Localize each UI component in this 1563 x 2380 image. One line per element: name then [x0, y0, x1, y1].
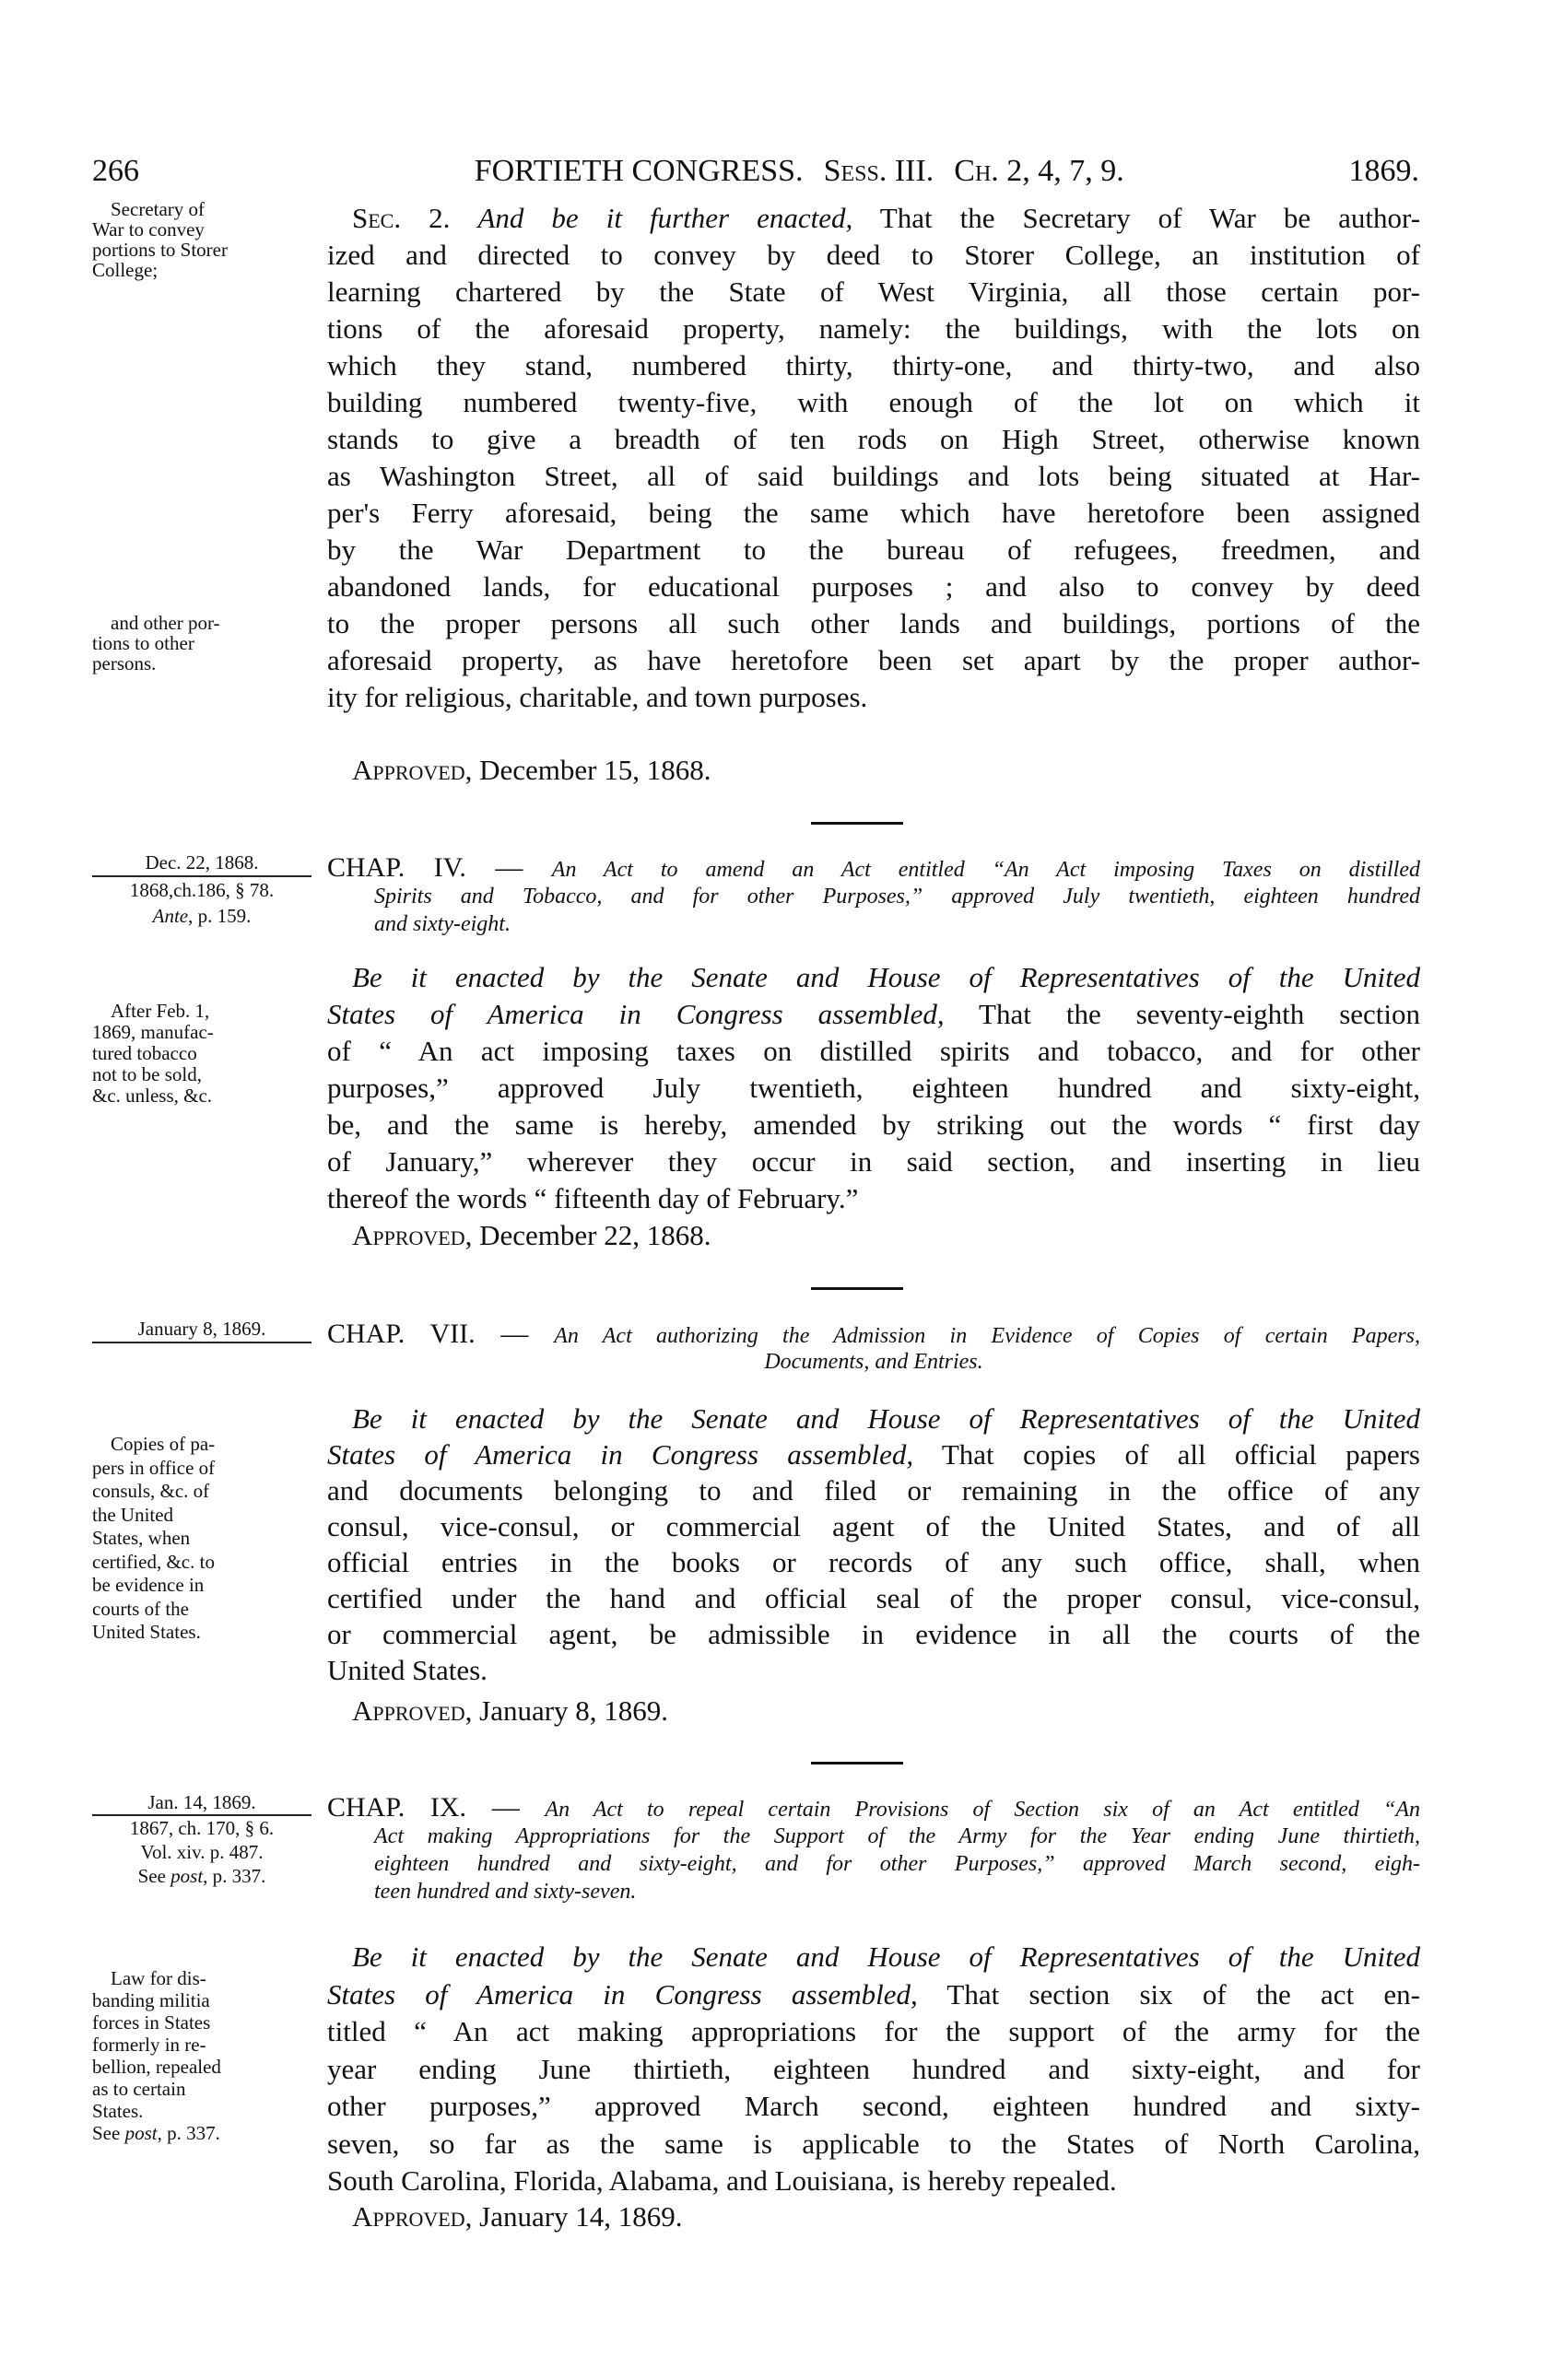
text-line: States, when: [92, 1527, 191, 1549]
text-line: [327, 1793, 1420, 1823]
text-line: [327, 1401, 1420, 1436]
margin-date: [92, 850, 311, 929]
italic-run: An Act to amend an Act entitled “An Act imposing Taxes on distilled: [551, 858, 1420, 882]
italic-run: post: [124, 2122, 158, 2144]
text-run: That the Secretary of War be author-: [852, 202, 1421, 234]
text-line: [92, 2122, 313, 2144]
text-line: aforesaid property, as have heretofore been set apart by the proper author-: [327, 644, 1420, 676]
italic-run: Be it enacted by the Senate and House of Representatives of the United: [352, 1402, 1420, 1435]
text-line: by the War Department to the bureau of refugees, freedmen, and: [327, 533, 1420, 566]
chapter-title: [327, 1793, 1420, 1823]
italic-run: Documents, and Entries.: [764, 1350, 983, 1374]
chapter-number: CHAP. IX. —: [327, 1792, 546, 1823]
chapter-number: CHAP. VII. —: [327, 1319, 555, 1349]
text-line: [327, 1436, 1420, 1472]
text-line: United States.: [92, 1621, 201, 1643]
italic-run: And be it further enacted,: [477, 202, 853, 234]
approval-line: [352, 2198, 997, 2235]
text-line: as Washington Street, all of said buildings and lots being situated at Har-: [327, 460, 1420, 492]
chapter-title: [374, 1823, 1420, 1905]
text-line: United States.: [327, 1654, 488, 1686]
text-line: be, and the same is hereby, amended by striking out the words “ first day: [327, 1108, 1420, 1141]
text-line: [374, 883, 1420, 910]
text-line: Dec. 22, 1868.: [92, 850, 311, 877]
margin-date: [92, 1790, 311, 1888]
text-run: That section six of the act en-: [917, 1977, 1420, 2011]
text-run: 2.: [401, 202, 478, 234]
text-run: See: [92, 2122, 125, 2144]
text-line: War to convey: [92, 218, 205, 240]
small-caps-run: Sec.: [352, 202, 402, 234]
text-line: official entries in the books or records of any such office, shall, when: [327, 1546, 1420, 1578]
text-line: tions of the aforesaid property, namely: the buildings, with the lots on: [327, 312, 1420, 345]
text-line: bellion, repealed: [92, 2056, 221, 2078]
text-run: , p. 337.: [203, 1865, 266, 1887]
section-divider: [811, 822, 903, 825]
text-run: , December 15, 1868.: [464, 754, 711, 786]
text-line: not to be sold,: [92, 1063, 202, 1085]
text-line: consuls, &c. of: [92, 1480, 210, 1502]
text-line: formerly in re-: [92, 2034, 206, 2056]
page-number: 266: [92, 154, 139, 188]
margin-note: [92, 199, 313, 280]
text-line: ity for religious, charitable, and town purposes.: [327, 681, 868, 713]
text-line: other purposes,” approved March second, eighteen hundred and sixty-: [327, 2090, 1420, 2122]
italic-run: Be it enacted by the Senate and House of Representatives of the United: [352, 1940, 1420, 1973]
text-line: [327, 1939, 1420, 1976]
margin-note: [92, 1433, 313, 1645]
text-line: [352, 1217, 997, 1254]
italic-run: Spirits and Tobacco, and for other Purposes,” approved July twentieth, eighteen hundred: [374, 885, 1420, 909]
enacting-text: [327, 1939, 1420, 2200]
chapter-number: CHAP. IV. —: [327, 852, 552, 883]
section-divider: [811, 1287, 903, 1290]
italic-run: Ante: [152, 905, 189, 927]
small-caps-run: Approved: [352, 1219, 465, 1251]
text-line: [327, 200, 1420, 237]
text-line: 1867, ch. 170, § 6.: [129, 1817, 275, 1839]
text-line: [327, 996, 1420, 1033]
text-line: portions to Storer: [92, 239, 228, 261]
chapter-title: [327, 1319, 1420, 1349]
enacting-text: [327, 959, 1420, 1217]
text-line: banding militia: [92, 1989, 210, 2011]
text-line: [352, 1693, 997, 1729]
italic-run: States of America in Congress assembled,: [327, 1438, 914, 1471]
text-line: purposes,” approved July twentieth, eighteen hundred and sixty-eight,: [327, 1072, 1420, 1104]
text-run: See: [137, 1865, 171, 1887]
text-line: Law for dis-: [111, 1967, 206, 1989]
text-line: After Feb. 1,: [111, 1000, 210, 1022]
text-line: and other por-: [111, 612, 220, 634]
italic-run: States of America in Congress assembled,: [327, 1977, 918, 2011]
text-line: titled “ An act making appropriations for the support of the army for the: [327, 2015, 1420, 2047]
approval-line: [352, 1217, 997, 1254]
text-line: [374, 910, 1420, 938]
text-line: seven, so far as the same is applicable to the States of North Carolina,: [327, 2127, 1420, 2160]
small-caps-run: Approved: [352, 1694, 465, 1727]
text-line: consul, vice-consul, or commercial agent of the United States, and of all: [327, 1510, 1420, 1542]
header-title: [475, 154, 1124, 189]
chapter-title: [327, 853, 1420, 883]
text-line: [374, 1823, 1420, 1850]
text-line: tions to other: [92, 632, 194, 654]
text-line: Secretary of: [111, 198, 206, 220]
chapter-title: [374, 883, 1420, 938]
text-line: which they stand, numbered thirty, thirty-one, and thirty-two, and also: [327, 349, 1420, 381]
text-run: , December 22, 1868.: [464, 1219, 711, 1251]
text-line: States.: [92, 2100, 144, 2122]
enacting-text: [327, 1401, 1420, 1688]
italic-run: Be it enacted by the Senate and House of Representatives of the United: [352, 961, 1420, 993]
text-run: That copies of all official papers: [913, 1438, 1420, 1471]
running-header: [92, 151, 1419, 192]
text-line: year ending June thirtieth, eighteen hundred and sixty-eight, and for: [327, 2052, 1420, 2085]
text-line: persons.: [92, 652, 157, 674]
text-line: stands to give a breadth of ten rods on High Street, otherwise known: [327, 423, 1420, 455]
text-line: ized and directed to convey by deed to Storer College, an institution of: [327, 239, 1420, 271]
text-line: &c. unless, &c.: [92, 1084, 213, 1107]
text-line: [92, 903, 311, 929]
italic-run: post: [170, 1865, 204, 1887]
text-line: forces in States: [92, 2011, 211, 2034]
italic-run: and sixty-eight.: [374, 912, 511, 936]
text-line: [352, 2198, 997, 2235]
session: Sess. III.: [823, 154, 934, 188]
text-line: learning chartered by the State of West Virginia, all those certain por-: [327, 276, 1420, 308]
text-line: certified, &c. to: [92, 1550, 215, 1573]
approval-line: [352, 1693, 997, 1729]
text-line: to the proper persons all such other lands and buildings, portions of the: [327, 607, 1420, 639]
text-run: That the seventy-eighth section: [944, 998, 1421, 1030]
margin-note: [92, 613, 313, 674]
text-line: of “ An act imposing taxes on distilled spirits and tobacco, and for other: [327, 1035, 1420, 1067]
text-line: be evidence in: [92, 1574, 205, 1596]
text-line: pers in office of: [92, 1456, 216, 1479]
text-run: , p. 337.: [157, 2122, 220, 2144]
text-line: Jan. 14, 1869.: [92, 1790, 311, 1816]
text-line: January 8, 1869.: [92, 1316, 311, 1343]
chapter-title: [327, 1348, 1420, 1376]
text-line: 1868,ch.186, § 78.: [129, 879, 275, 901]
header-year: 1869.: [1348, 154, 1419, 188]
margin-note: [92, 1967, 313, 2144]
text-line: courts of the: [92, 1597, 189, 1620]
text-run: , January 14, 1869.: [464, 2200, 683, 2233]
text-line: and documents belonging to and filed or remaining in the office of any: [327, 1474, 1420, 1507]
small-caps-run: Approved: [352, 754, 465, 786]
text-line: or commercial agent, be admissible in evidence in all the courts of the: [327, 1618, 1420, 1650]
italic-run: An Act to repeal certain Provisions of Section six of an Act entitled “An: [545, 1798, 1420, 1822]
italic-run: teen hundred and sixty-seven.: [374, 1880, 637, 1904]
text-line: [327, 1319, 1420, 1349]
small-caps-run: Approved: [352, 2200, 465, 2233]
text-line: [92, 1864, 311, 1888]
margin-note: [92, 1001, 313, 1107]
text-line: [374, 1850, 1420, 1878]
text-line: College;: [92, 259, 159, 281]
text-line: tured tobacco: [92, 1042, 197, 1064]
text-line: Copies of pa-: [111, 1433, 216, 1455]
text-line: building numbered twenty-five, with enough of the lot on which it: [327, 386, 1420, 418]
text-line: [352, 752, 997, 789]
section-text: [327, 200, 1420, 716]
approval-line: [352, 752, 997, 789]
text-run: , January 8, 1869.: [464, 1694, 669, 1727]
chapters: Ch. 2, 4, 7, 9.: [954, 154, 1124, 188]
text-line: South Carolina, Florida, Alabama, and Louisiana, is hereby repealed.: [327, 2164, 1117, 2197]
congress-title: FORTIETH CONGRESS.: [474, 154, 804, 188]
text-line: the United: [92, 1503, 174, 1526]
italic-run: An Act authorizing the Admission in Evidence of Copies of certain Papers,: [554, 1324, 1420, 1348]
text-line: [327, 1976, 1420, 2014]
text-line: per's Ferry aforesaid, being the same which have heretofore been assigned: [327, 497, 1420, 529]
italic-run: Act making Appropriations for the Support of the Army for the Year ending June thirtieth,: [374, 1824, 1420, 1848]
text-line: Vol. xiv. p. 487.: [140, 1841, 264, 1863]
text-line: thereof the words “ fifteenth day of February.”: [327, 1182, 859, 1214]
text-line: of January,” wherever they occur in said section, and inserting in lieu: [327, 1145, 1420, 1178]
text-line: [374, 1878, 1420, 1905]
text-run: , p. 159.: [188, 905, 252, 927]
margin-date: [92, 1316, 311, 1343]
text-line: 1869, manufac-: [92, 1021, 214, 1043]
italic-run: eighteen hundred and sixty-eight, and for other Purposes,” approved March second, eigh-: [374, 1852, 1420, 1876]
text-line: [327, 959, 1420, 996]
section-divider: [811, 1762, 903, 1764]
italic-run: States of America in Congress assembled,: [327, 998, 945, 1030]
text-line: as to certain: [92, 2078, 186, 2100]
text-line: abandoned lands, for educational purposes ; and also to convey by deed: [327, 570, 1420, 603]
text-line: [327, 1348, 1420, 1376]
text-line: certified under the hand and official seal of the proper consul, vice-consul,: [327, 1582, 1420, 1614]
text-line: [327, 853, 1420, 883]
